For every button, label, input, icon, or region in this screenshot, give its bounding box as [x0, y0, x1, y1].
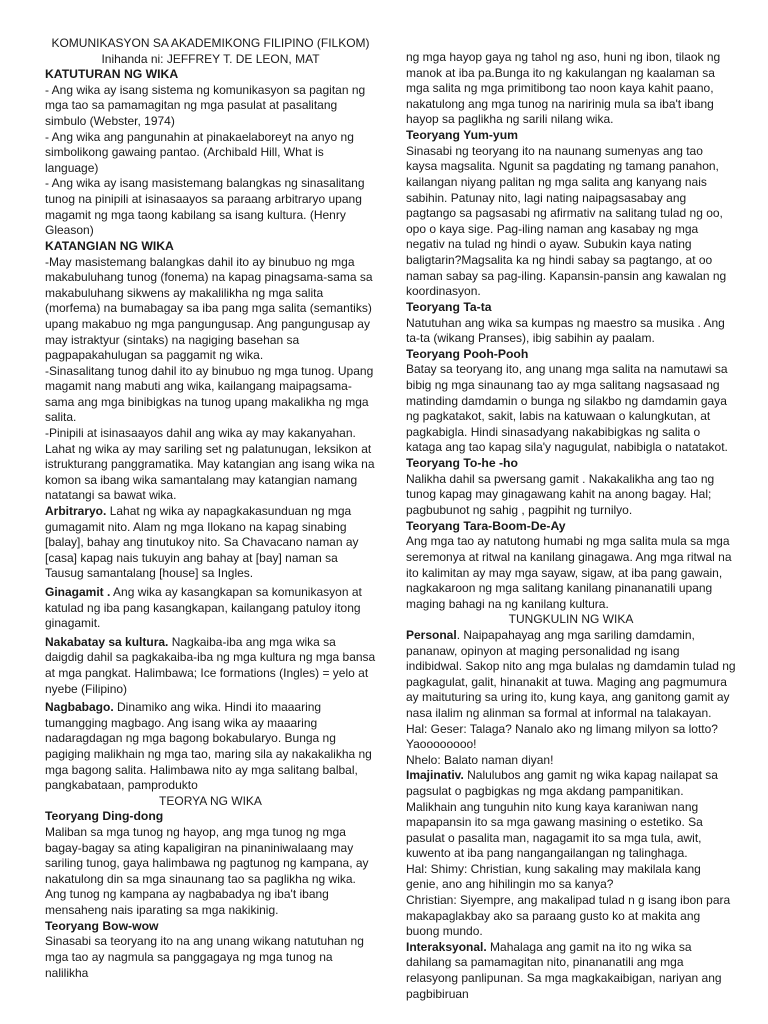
nakabatay-term: Nakabatay sa kultura. [45, 634, 169, 649]
yumyum-text: Sinasabi ng teoryang ito na naunang sumenyas ang tao kaysa magsalita. Ngunit sa pagdating ng tamang panahon, kailangan niyang palitan ng mga salita ang kanyang nais sabihin. Patunay nito, lagi nating naipagsasabay ang pagtango sa pagsasabi ng afirmativ na salitang tulad ng oo, opo o kaya sige. Pag-iling naman ang kasabay ng mga negativ na tulad ng hindi o ayaw. Subukin kaya nating baligtarin?Magsalita ka ng hindi sabay sa pagtango, at oo naman sabay sa pag-iling. Kapansin-pansin ang kawalan ng koordinasyon. [406, 143, 727, 299]
personal-example-2: Nhelo: Balato naman diyan! [406, 752, 554, 767]
nagbabago-text: Dinamiko ang wika. Hindi ito maaaring tumangging magbago. Ang isang wika ay maaaring nadaragdagan ng mga bagong bokabularyo. Bunga ng pagiging malikhain ng mga tao, maring sila ay nakakalikha ng mga bagong salita. Halimbawa nito ay mga salitang balbal, pangkabataan, pamprodukto [45, 700, 372, 793]
yumyum-heading: Teoryang Yum-yum [406, 127, 518, 142]
katuturan-definition-3: - Ang wika ay isang masistemang balangkas ng sinasalitang tunog na pinipili at isinasaayos sa paraang arbitraryo upang magamit ng mga taong kabilang sa isang kultura. (Henry Gleason) [45, 176, 365, 238]
personal-text: . Naipapahayag ang mga sariling damdamin, pananaw, opinyon at maging personalidad ng isang indibidwal. Sakop nito ang mga bulalas ng damdamin tulad ng pagkagulat, galit, hinanakit at tuwa. Maging ang pagmumura ay maituturing sa uring ito, kung kaya, ang ganitong gamit ay nasa ilalim ng alinman sa formal at informal na talakayan. [406, 627, 736, 720]
imajinativ-paragraph [406, 768, 736, 862]
document-author: Inihanda ni: JEFFREY T. DE LEON, MAT [101, 51, 320, 66]
katangian-item-3: -Pinipili at isinasaayos dahil ang wika ay may kakanyahan. Lahat ng wika ay may sariling set ng palatunugan, leksikon at istrukturang panggramatika. May katangian ang isang wika na komon sa ibang wika samantalang may katangian namang natatangi sa bawat wika. [45, 426, 375, 503]
arbitraryo-text: Lahat ng wika ay napagkakasunduan ng mga gumagamit nito. Alam ng mga Ilokano na kapag sinabing [balay], bahay ang tinutukoy nito. Sa Chavacano naman ay [casa] kapag nais tukuyin ang bahay at [bay] naman sa Tausug samantalang [house] sa Ingles. [45, 504, 359, 581]
poohpooh-heading: Teoryang Pooh-Pooh [406, 346, 529, 361]
personal-paragraph [406, 628, 736, 722]
dingdong-text: Maliban sa mga tunog ng hayop, ang mga tunog ng mga bagay-bagay sa ating kapaligiran na pinaniniwalaang may sariling tunog, gaya halimbawa ng pagtunog ng kampana, ay nakatulong din sa mga sinaunang tao sa paglikha ng wika. Ang tunog ng kampana ay nagbabadya ng iba't ibang mensaheng nais iparating sa mga nakikinig. [45, 825, 369, 918]
tungkulin-heading: TUNGKULIN NG WIKA [508, 612, 634, 627]
nakabatay-text: Nagkaiba-iba ang mga wika sa daigdig dahil sa pagkakaiba-iba ng mga kultura ng mga bansa at mga pangkat. Halimbawa; Ice formations (Ingles) = yelo at nyebe (Filipino) [45, 634, 376, 696]
bowwow-continued: ng mga hayop gaya ng tahol ng aso, huni ng ibon, tilaok ng manok at iba pa.Bunga ito ng kakulangan ng kaalaman sa mga salita ng mga primitibong tao noon kaya kahit paano, nakatulong ang mga tunog na naririnig mula sa iba't ibang hayop sa paglikha ng sarili nilang wika. [406, 50, 721, 127]
interaksyonal-text: Mahalaga ang gamit na ito ng wika sa dahilang sa pamamagitan nito, pinananatili ang mga relasyong panlipunan. Sa mga magkakaibigan, nariyan ang pagbibiruan [406, 939, 722, 1001]
personal-example-1: Hal: Geser: Talaga? Nanalo ako ng limang milyon sa lotto? Yaoooooooo! [406, 721, 718, 752]
personal-term: Personal [406, 627, 457, 642]
teorya-heading: TEORYA NG WIKA [159, 793, 262, 808]
left-column [45, 67, 376, 981]
toheho-text: Nalikha dahil sa pwersang gamit . Nakakalikha ang tao ng tunog kapag may ginagawang kahit na anong bagay. Hal; pagbubunot ng sahig , pagpihit ng turnilyo. [406, 471, 715, 518]
document-title: KOMUNIKASYON SA AKADEMIKONG FILIPINO (FILKOM) [51, 36, 370, 50]
imajinativ-text: Nalulubos ang gamit ng wika kapag nailapat sa pagsulat o pagbigkas ng mga akdang pampanitikan. Malikhain ang tunguhin nito kung kaya karaniwan nang mapapansin ito sa mga gawang masining o estetiko. Sa pasulat o pasalita man, nagagamit ito sa mga tula, awit, kuwento at iba pang nangangailangan ng talinghaga. [406, 768, 718, 861]
dingdong-heading: Teoryang Ding-dong [45, 809, 164, 824]
ginagamit-text: Ang wika ay kasangkapan sa komunikasyon at katulad ng iba pang kasangkapan, kailangang patuloy itong ginagamit. [45, 585, 362, 631]
poohpooh-text: Batay sa teoryang ito, ang unang mga salita na namutawi sa bibig ng mga sinaunang tao ay mga salitang nagsasaad ng matinding damdamin o bunga ng silakbo ng damdamin gaya ng pagkatakot, sakit, labis na katuwaan o kalungkutan, at pagkabigla. Hindi sinasadyang nakabibigkas ng salita o kataga ang tao kapag sila'y nagugulat, nabibigla o natatakot. [406, 362, 728, 455]
katangian-item-1: -May masistemang balangkas dahil ito ay binubuo ng mga makabuluhang tunog (fonema) na kapag pinagsama-sama sa makabuluhang sikwens ay makalilikha ng mga salita (morfema) na bumabagay sa iba pang mga salita (semantiks) upang makabuo ng mga pangungusap. Ang pangungusap ay may istraktyur (sintaks) na nagiging basehan sa pagpapakahulugan sa paggamit ng wika. [45, 254, 373, 363]
katangian-item-2: -Sinasalitang tunog dahil ito ay binubuo ng mga tunog. Upang magamit nang mabuti ang wika, kailangang maipagsama-sama ang mga binibigkas na tunog upang makalikha ng mga salita. [45, 363, 374, 425]
nagbabago-paragraph [45, 700, 376, 794]
katuturan-definition-2: - Ang wika ang pangunahin at pinakaelaboreyt na anyo ng simbolikong gawaing pantao. (Archibald Hill, What is language) [45, 129, 354, 175]
ginagamit-term: Ginagamit . [45, 585, 111, 599]
interaksyonal-paragraph [406, 940, 736, 1002]
imajinativ-example-2: Christian: Siyempre, ang makalipad tulad n g isang ibon para makapaglakbay ako sa paraang gusto ko at makita ang buong mundo. [406, 893, 731, 939]
tata-heading: Teoryang Ta-ta [406, 299, 492, 314]
taraboom-text: Ang mga tao ay natutong humabi ng mga salita mula sa mga seremonya at ritwal na kanilang ginagawa. Ang mga ritwal na ito kalimitan ay may mga sayaw, sigaw, at iba pang gawain, nagkakaroon ng mga salitang kanilang pinananatili upang maging bahagi na ng kanilang kultura. [406, 534, 732, 611]
katuturan-definition-1: - Ang wika ay isang sistema ng komunikasyon sa pagitan ng mga tao sa pamamagitan ng mga pasulat at pasalitang simbulo (Webster, 1974) [45, 82, 366, 128]
nagbabago-term: Nagbabago. [45, 700, 114, 715]
interaksyonal-term: Interaksyonal. [406, 939, 487, 954]
bowwow-text: Sinasabi sa teoryang ito na ang unang wikang natutuhan ng mga tao ay nagmula sa panggagaya ng mga tunog na nalilikha [45, 934, 364, 980]
imajinativ-example-1: Hal: Shimy: Christian, kung sakaling may makilala kang genie, ano ang hihilingin mo sa kanya? [406, 861, 701, 892]
bowwow-heading: Teoryang Bow-wow [45, 918, 159, 933]
right-column [406, 50, 736, 1002]
arbitraryo-paragraph [45, 504, 376, 582]
arbitraryo-term: Arbitraryo. [45, 504, 107, 519]
toheho-heading: Teoryang To-he -ho [406, 456, 518, 471]
ginagamit-paragraph [45, 585, 376, 632]
tata-text: Natutuhan ang wika sa kumpas ng maestro sa musika . Ang ta-ta (wikang Pranses), ibig sabihin ay paalam. [406, 315, 725, 346]
katangian-heading: KATANGIAN NG WIKA [45, 238, 174, 253]
imajinativ-term: Imajinativ. [406, 768, 464, 783]
katuturan-heading: KATUTURAN NG WIKA [45, 67, 179, 81]
nakabatay-paragraph [45, 635, 376, 697]
taraboom-heading: Teoryang Tara-Boom-De-Ay [406, 518, 566, 533]
